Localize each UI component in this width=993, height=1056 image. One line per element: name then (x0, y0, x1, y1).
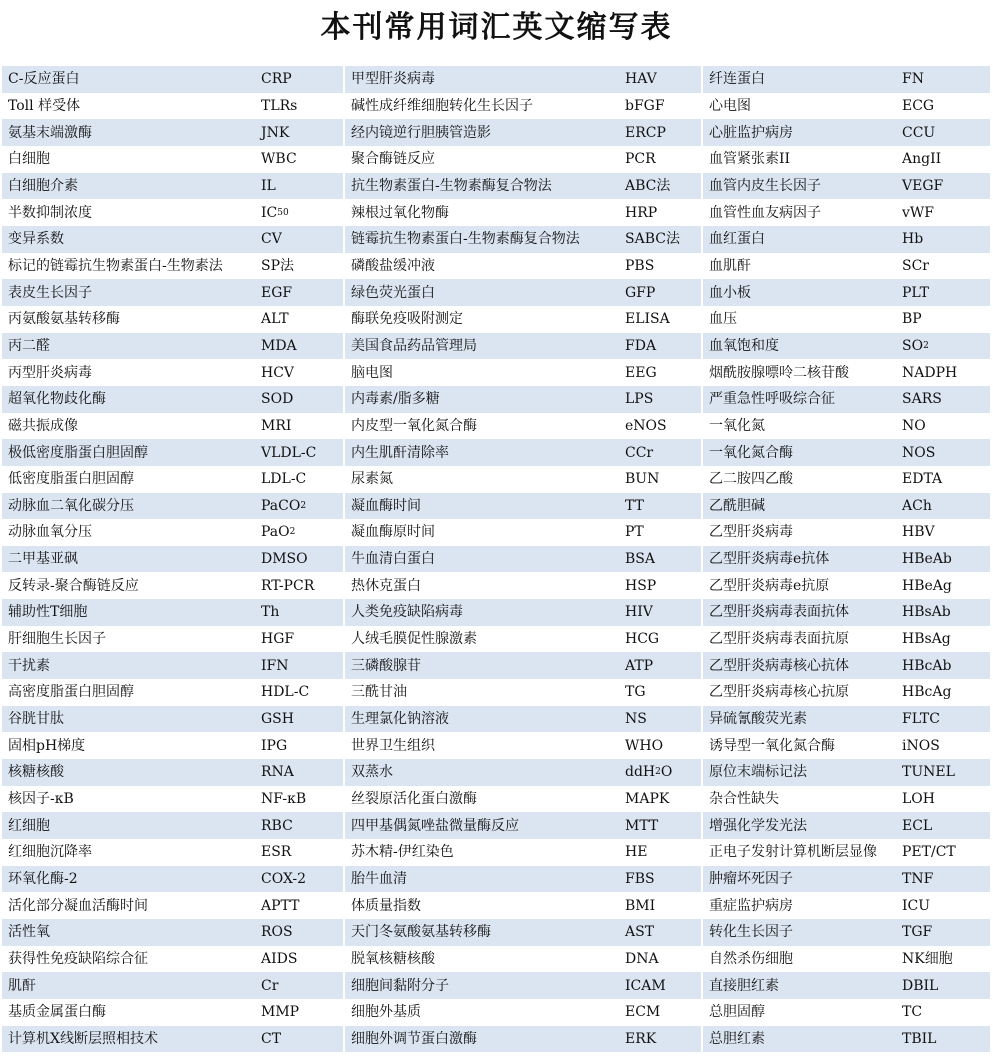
abbreviation-cell: CCU (902, 124, 936, 141)
term-cell: 纤连蛋白 (709, 71, 765, 88)
term-cell: 乙二胺四乙酸 (709, 471, 793, 488)
term-cell: 胎牛血清 (351, 871, 407, 888)
abbreviation-cell: TBIL (902, 1030, 937, 1047)
term-cell: 严重急性呼吸综合征 (709, 391, 835, 408)
abbreviation-cell: BP (902, 311, 922, 328)
abbreviation-cell: Hb (902, 231, 924, 248)
term-cell: 丙氨酸氨基转移酶 (8, 311, 120, 328)
term-cell: 一氧化氮 (709, 417, 765, 434)
term-cell: 乙型肝炎病毒 (709, 524, 793, 541)
abbreviation-cell: LOH (902, 791, 935, 808)
term-cell: 乙型肝炎病毒表面抗原 (709, 631, 849, 648)
abbreviation-cell: GSH (261, 711, 294, 728)
table-row (2, 519, 990, 546)
abbreviation-cell: EDTA (902, 471, 943, 488)
abbreviation-cell: NK细胞 (902, 950, 953, 967)
table-row (2, 839, 990, 866)
abbreviation-cell: HRP (625, 204, 658, 221)
abbreviation-cell: DMSO (261, 551, 308, 568)
term-cell: 血管紧张素II (709, 151, 791, 168)
term-cell: C-反应蛋白 (8, 71, 80, 88)
term-cell: 二甲基亚砜 (8, 551, 78, 568)
abbreviation-cell: LDL-C (261, 471, 307, 488)
abbreviation-cell: HIV (625, 604, 653, 621)
term-cell: 血管内皮生长因子 (709, 177, 821, 194)
abbreviation-cell: HBcAg (902, 684, 952, 701)
abbreviation-cell: PaCO 2 (261, 497, 307, 514)
term-cell: 动脉血二氧化碳分压 (8, 497, 134, 514)
term-cell: 一氧化氮合酶 (709, 444, 793, 461)
term-cell: 转化生长因子 (709, 924, 793, 941)
term-cell: 血氧饱和度 (709, 337, 779, 354)
abbreviation-cell: TGF (902, 924, 933, 941)
table-row (2, 572, 990, 599)
abbreviation-cell: HCV (261, 364, 295, 381)
term-cell: 诱导型一氧化氮合酶 (709, 737, 835, 754)
abbreviation-cell: JNK (261, 124, 290, 141)
term-cell: 人绒毛膜促性腺激素 (351, 631, 477, 648)
abbreviation-cell: TC (902, 1004, 923, 1021)
table-row (2, 866, 990, 893)
abbreviation-cell: EGF (261, 284, 293, 301)
abbreviation-cell: PET/CT (902, 844, 956, 861)
abbreviation-cell: ddH 2 O (625, 764, 673, 781)
term-cell: 高密度脂蛋白胆固醇 (8, 684, 134, 701)
term-cell: 超氧化物歧化酶 (8, 391, 106, 408)
table-row (2, 706, 990, 733)
abbreviation-cell: IFN (261, 657, 289, 674)
abbreviation-cell: APTT (261, 897, 300, 914)
table-row (2, 652, 990, 679)
term-cell: 牛血清白蛋白 (351, 551, 435, 568)
term-cell: 增强化学发光法 (709, 817, 807, 834)
abbreviation-cell: AngII (902, 151, 942, 168)
table-row (2, 493, 990, 520)
term-cell: 正电子发射计算机断层显像 (709, 844, 877, 861)
abbreviation-table (2, 66, 990, 1052)
term-cell: 表皮生长因子 (8, 284, 92, 301)
abbreviation-cell: ECM (625, 1004, 661, 1021)
abbreviation-cell: TT (625, 497, 644, 514)
abbreviation-cell: CRP (261, 71, 292, 88)
abbreviation-cell: TUNEL (902, 764, 955, 781)
term-cell: 乙型肝炎病毒e抗体 (709, 551, 830, 568)
term-cell: 细胞外调节蛋白激酶 (351, 1030, 477, 1047)
term-cell: 辅助性T细胞 (8, 604, 88, 621)
abbreviation-cell: FDA (625, 337, 657, 354)
table-row (2, 413, 990, 440)
term-cell: 乙型肝炎病毒核心抗体 (709, 657, 849, 674)
term-cell: 总胆红素 (709, 1030, 765, 1047)
abbreviation-cell: ROS (261, 924, 293, 941)
abbreviation-cell: HGF (261, 631, 295, 648)
abbreviation-cell: NO (902, 417, 926, 434)
abbreviation-cell: ECL (902, 817, 933, 834)
abbreviation-cell: FLTC (902, 711, 940, 728)
table-row (2, 93, 990, 120)
abbreviation-cell: bFGF (625, 97, 665, 114)
term-cell: 四甲基偶氮唑盐微量酶反应 (351, 817, 519, 834)
term-cell: 碱性成纤维细胞转化生长因子 (351, 97, 533, 114)
abbreviation-cell: HCG (625, 631, 660, 648)
abbreviation-cell: NS (625, 711, 647, 728)
term-cell: 乙型肝炎病毒核心抗原 (709, 684, 849, 701)
term-cell: 杂合性缺失 (709, 791, 779, 808)
term-cell: 天门冬氨酸氨基转移酶 (351, 924, 491, 941)
term-cell: 原位末端标记法 (709, 764, 807, 781)
abbreviation-cell: PaO 2 (261, 524, 296, 541)
term-cell: 人类免疫缺陷病毒 (351, 604, 463, 621)
abbreviation-cell: DNA (625, 950, 659, 967)
abbreviation-cell: GFP (625, 284, 656, 301)
term-cell: 白细胞介素 (8, 177, 78, 194)
term-cell: 尿素氮 (351, 471, 393, 488)
term-cell: 变异系数 (8, 231, 64, 248)
term-cell: 活化部分凝血活酶时间 (8, 897, 148, 914)
term-cell: 红细胞沉降率 (8, 844, 92, 861)
abbreviation-cell: BUN (625, 471, 660, 488)
table-row (2, 999, 990, 1026)
table-row (2, 946, 990, 973)
table-row (2, 466, 990, 493)
abbreviation-cell: RBC (261, 817, 293, 834)
term-cell: 肌酐 (8, 977, 36, 994)
table-row (2, 306, 990, 333)
term-cell: 心脏监护病房 (709, 124, 793, 141)
table-row (2, 892, 990, 919)
abbreviation-cell: eNOS (625, 417, 667, 434)
term-cell: 内毒素/脂多糖 (351, 391, 440, 408)
term-cell: 凝血酶原时间 (351, 524, 435, 541)
abbreviation-cell: SP法 (261, 257, 295, 274)
abbreviation-cell: HAV (625, 71, 657, 88)
abbreviation-cell: Cr (261, 977, 279, 994)
term-cell: 聚合酶链反应 (351, 151, 435, 168)
term-cell: 苏木精-伊红染色 (351, 844, 454, 861)
table-row (2, 146, 990, 173)
abbreviation-cell: IPG (261, 737, 288, 754)
abbreviation-cell: VLDL-C (261, 444, 317, 461)
abbreviation-cell: ECG (902, 97, 935, 114)
abbreviation-cell: NADPH (902, 364, 958, 381)
abbreviation-cell: MDA (261, 337, 297, 354)
table-row (2, 1026, 990, 1053)
abbreviation-cell: IC 50 (261, 204, 289, 221)
term-cell: 计算机X线断层照相技术 (8, 1030, 158, 1047)
abbreviation-cell: IL (261, 177, 276, 194)
table-row (2, 66, 990, 93)
abbreviation-cell: ICAM (625, 977, 666, 994)
abbreviation-cell: MMP (261, 1004, 300, 1021)
term-cell: 脱氧核糖核酸 (351, 950, 435, 967)
term-cell: 凝血酶时间 (351, 497, 421, 514)
term-cell: 内生肌酐清除率 (351, 444, 449, 461)
term-cell: 美国食品药品管理局 (351, 337, 477, 354)
abbreviation-cell: LPS (625, 391, 654, 408)
term-cell: 抗生物素蛋白-生物素酶复合物法 (351, 177, 552, 194)
abbreviation-cell: HSP (625, 577, 657, 594)
term-cell: 丙型肝炎病毒 (8, 364, 92, 381)
abbreviation-cell: RNA (261, 764, 294, 781)
abbreviation-cell: PBS (625, 257, 655, 274)
term-cell: 酶联免疫吸附测定 (351, 311, 463, 328)
term-cell: 标记的链霉抗生物素蛋白-生物素法 (8, 257, 223, 274)
term-cell: 甲型肝炎病毒 (351, 71, 435, 88)
term-cell: 乙型肝炎病毒e抗原 (709, 577, 830, 594)
table-row (2, 359, 990, 386)
term-cell: 热休克蛋白 (351, 577, 421, 594)
abbreviation-cell: WHO (625, 737, 664, 754)
abbreviation-cell: HBsAb (902, 604, 951, 621)
table-row (2, 599, 990, 626)
table-row (2, 679, 990, 706)
term-cell: 红细胞 (8, 817, 50, 834)
page-title: 本刊常用词汇英文缩写表 (320, 10, 673, 45)
term-cell: 直接胆红素 (709, 977, 779, 994)
term-cell: 血管性血友病因子 (709, 204, 821, 221)
abbreviation-cell: EEG (625, 364, 657, 381)
term-cell: 心电图 (709, 97, 751, 114)
abbreviation-cell: CCr (625, 444, 654, 461)
term-cell: 干扰素 (8, 657, 50, 674)
abbreviation-cell: COX-2 (261, 871, 307, 888)
term-cell: 经内镜逆行胆胰管造影 (351, 124, 491, 141)
abbreviation-cell: ELISA (625, 311, 670, 328)
table-row (2, 279, 990, 306)
term-cell: 肿瘤坏死因子 (709, 871, 793, 888)
term-cell: Toll 样受体 (8, 97, 81, 114)
abbreviation-cell: FBS (625, 871, 655, 888)
term-cell: 基质金属蛋白酶 (8, 1004, 106, 1021)
term-cell: 白细胞 (8, 151, 50, 168)
term-cell: 绿色荧光蛋白 (351, 284, 435, 301)
term-cell: 固相pH梯度 (8, 737, 86, 754)
table-row (2, 439, 990, 466)
table-row (2, 812, 990, 839)
table-row (2, 732, 990, 759)
term-cell: 链霉抗生物素蛋白-生物素酶复合物法 (351, 231, 580, 248)
abbreviation-cell: HDL-C (261, 684, 310, 701)
abbreviation-cell: PT (625, 524, 644, 541)
abbreviation-cell: WBC (261, 151, 297, 168)
term-cell: 核因子-κB (8, 791, 74, 808)
abbreviation-cell: HBV (902, 524, 935, 541)
table-row (2, 119, 990, 146)
abbreviation-cell: RT-PCR (261, 577, 315, 594)
table-row (2, 786, 990, 813)
table-row (2, 226, 990, 253)
term-cell: 活性氧 (8, 924, 50, 941)
abbreviation-cell: TLRs (261, 97, 298, 114)
abbreviation-cell: SCr (902, 257, 929, 274)
abbreviation-cell: AST (625, 924, 655, 941)
term-cell: 血肌酐 (709, 257, 751, 274)
term-cell: 丝裂原活化蛋白激酶 (351, 791, 477, 808)
abbreviation-cell: MRI (261, 417, 292, 434)
abbreviation-cell: HE (625, 844, 648, 861)
term-cell: 体质量指数 (351, 897, 421, 914)
table-row (2, 759, 990, 786)
abbreviation-cell: vWF (902, 204, 935, 221)
table-row (2, 626, 990, 653)
term-cell: 烟酰胺腺嘌呤二核苷酸 (709, 364, 849, 381)
term-cell: 磁共振成像 (8, 417, 78, 434)
abbreviation-cell: CT (261, 1030, 282, 1047)
term-cell: 双蒸水 (351, 764, 393, 781)
table-row (2, 386, 990, 413)
term-cell: 细胞外基质 (351, 1004, 421, 1021)
abbreviation-cell: HBeAg (902, 577, 952, 594)
abbreviation-cell: DBIL (902, 977, 939, 994)
abbreviation-cell: SARS (902, 391, 942, 408)
abbreviation-cell: NOS (902, 444, 936, 461)
abbreviation-cell: HBeAb (902, 551, 952, 568)
abbreviation-cell: Th (261, 604, 280, 621)
term-cell: 总胆固醇 (709, 1004, 765, 1021)
term-cell: 世界卫生组织 (351, 737, 435, 754)
term-cell: 辣根过氧化物酶 (351, 204, 449, 221)
table-row (2, 199, 990, 226)
abbreviation-cell: PLT (902, 284, 929, 301)
abbreviation-cell: MAPK (625, 791, 670, 808)
abbreviation-cell: VEGF (902, 177, 944, 194)
term-cell: 反转录-聚合酶链反应 (8, 577, 139, 594)
term-cell: 肝细胞生长因子 (8, 631, 106, 648)
term-cell: 血压 (709, 311, 737, 328)
term-cell: 环氧化酶-2 (8, 871, 78, 888)
term-cell: 血红蛋白 (709, 231, 765, 248)
term-cell: 自然杀伤细胞 (709, 950, 793, 967)
abbreviation-cell: SO 2 (902, 337, 929, 354)
abbreviation-cell: ACh (902, 497, 932, 514)
abbreviation-cell: ATP (625, 657, 654, 674)
term-cell: 谷胱甘肽 (8, 711, 64, 728)
table-row (2, 546, 990, 573)
table-row (2, 253, 990, 280)
table-row (2, 919, 990, 946)
term-cell: 三磷酸腺苷 (351, 657, 421, 674)
term-cell: 动脉血氧分压 (8, 524, 92, 541)
term-cell: 脑电图 (351, 364, 393, 381)
abbreviation-cell: ALT (261, 311, 289, 328)
term-cell: 乙酰胆碱 (709, 497, 765, 514)
abbreviation-cell: ABC法 (625, 177, 671, 194)
term-cell: 磷酸盐缓冲液 (351, 257, 435, 274)
term-cell: 异硫氰酸荧光素 (709, 711, 807, 728)
abbreviation-cell: ERCP (625, 124, 666, 141)
abbreviation-cell: CV (261, 231, 282, 248)
term-cell: 氨基末端激酶 (8, 124, 92, 141)
term-cell: 血小板 (709, 284, 751, 301)
abbreviation-cell: BSA (625, 551, 655, 568)
abbreviation-cell: NF-κB (261, 791, 307, 808)
abbreviation-cell: TNF (902, 871, 934, 888)
abbreviation-cell: ESR (261, 844, 292, 861)
term-cell: 三酰甘油 (351, 684, 407, 701)
abbreviation-cell: ERK (625, 1030, 657, 1047)
term-cell: 获得性免疫缺陷综合征 (8, 950, 148, 967)
abbreviation-cell: HBsAg (902, 631, 951, 648)
term-cell: 半数抑制浓度 (8, 204, 92, 221)
term-cell: 丙二醛 (8, 337, 50, 354)
abbreviation-cell: SABC法 (625, 231, 680, 248)
abbreviation-cell: AIDS (261, 950, 298, 967)
term-cell: 核糖核酸 (8, 764, 64, 781)
abbreviation-cell: PCR (625, 151, 656, 168)
abbreviation-cell: MTT (625, 817, 659, 834)
table-row (2, 333, 990, 360)
term-cell: 重症监护病房 (709, 897, 793, 914)
term-cell: 细胞间黏附分子 (351, 977, 449, 994)
abbreviation-cell: ICU (902, 897, 931, 914)
term-cell: 低密度脂蛋白胆固醇 (8, 471, 134, 488)
abbreviation-cell: HBcAb (902, 657, 952, 674)
abbreviation-cell: FN (902, 71, 924, 88)
term-cell: 内皮型一氧化氮合酶 (351, 417, 477, 434)
table-row (2, 972, 990, 999)
term-cell: 乙型肝炎病毒表面抗体 (709, 604, 849, 621)
abbreviation-cell: TG (625, 684, 646, 701)
term-cell: 极低密度脂蛋白胆固醇 (8, 444, 148, 461)
term-cell: 生理氯化钠溶液 (351, 711, 449, 728)
abbreviation-cell: iNOS (902, 737, 940, 754)
abbreviation-cell: SOD (261, 391, 294, 408)
abbreviation-cell: BMI (625, 897, 656, 914)
table-row (2, 173, 990, 200)
